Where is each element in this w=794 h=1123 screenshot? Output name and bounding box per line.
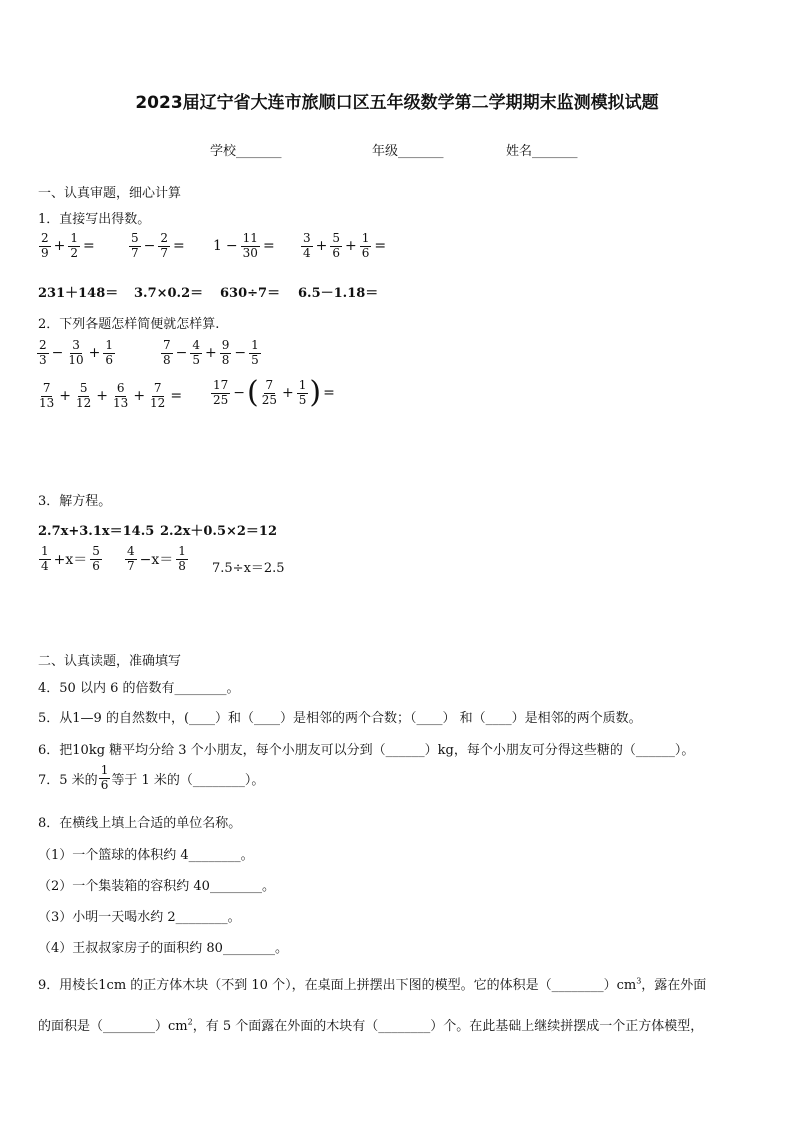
q3-eq-2: 2.2x＋0.5×2＝12 (160, 524, 278, 539)
q1-expr-4: $\frac{3}{4}$ + $\frac{5}{6}$ + $\frac{1}{6}$ = (303, 231, 387, 260)
q8-title: 8．在横线上填上合适的单位名称。 (38, 816, 242, 831)
q1-expr-1: $\frac{2}{9}$ + $\frac{1}{2}$ = (41, 231, 95, 260)
q3-eq-5: 7.5÷x＝2.5 (212, 561, 285, 576)
q1-title: 1．直接写出得数。 (38, 212, 151, 227)
q8-item-2: （2）一个集装箱的容积约 40________。 (38, 879, 275, 894)
q9-line-1: 9．用棱长1cm 的正方体木块（不到 10 个），在桌面上拼摆出下图的模型。它的体积是$(\_\_\_\_\_\_\_\_)cm^3$，露在外面 (38, 976, 707, 993)
q9-line-2: 的面积是$(\_\_\_\_\_\_\_\_)cm^2$，有 5 个面露在外面的木块有（________）个。在此基础上继续拼摆成一个正方体模型， (38, 1017, 704, 1034)
q1-expr-2: $\frac{5}{7}$ − $\frac{2}{7}$ = (131, 231, 185, 260)
q1-calc-4: 6.5－1.18＝ (298, 286, 379, 301)
q4: 4．50 以内 6 的倍数有________。 (38, 681, 240, 696)
section2-heading: 二、认真读题，准确填写 (38, 654, 182, 669)
q3-eq-1: 2.7x+3.1x＝14.5 (38, 524, 155, 539)
q6: 6．把10kg 糖平均分给 3 个小朋友，每个小朋友可以分到（______）kg，每个小朋友可分得这些糖的（______）。 (38, 743, 695, 758)
q8-item-3: （3）小明一天喝水约 2________。 (38, 910, 241, 925)
q1-expr-3: 1 − $\frac{11}{30}$ = (213, 231, 275, 260)
q8-item-4: （4）王叔叔家房子的面积约 80________。 (38, 941, 288, 956)
q2-expr-1: $\frac{2}{3}$ − $\frac{3}{10}$ + $\frac{1}{6}$ (39, 338, 114, 367)
page-title: 2023届辽宁省大连市旅顺口区五年级数学第二学期期末监测模拟试题 (135, 93, 659, 113)
q1-calc-2: 3.7×0.2＝ (134, 286, 204, 301)
q7: 7．5 米的 $\frac{1}{6}$ 等于 1 米的（________）。 (38, 763, 265, 792)
q2-expr-3: $\frac{7}{13}$ + $\frac{5}{12}$ + $\frac{6}{13}$ + $\frac{7}{12}$ = (39, 381, 183, 410)
q8-item-1: （1）一个篮球的体积约 4________。 (38, 848, 254, 863)
q2-title: 2．下列各题怎样简便就怎样算. (38, 317, 220, 332)
school-field[interactable]: 学校_______ (210, 144, 282, 159)
q1-calc-1: 231＋148＝ (38, 286, 119, 301)
q2-expr-2: $\frac{7}{8}$ − $\frac{4}{5}$ + $\frac{9}{8}$ − $\frac{1}{5}$ (163, 338, 259, 367)
q3-eq-3: $\frac{1}{4}$ +x＝ $\frac{5}{6}$ (41, 544, 100, 573)
q3-title: 3．解方程。 (38, 494, 112, 509)
q5: 5．从1—9 的自然数中，(____）和（____）是相邻的两个合数；（____） 和（____）是相邻的两个质数。 (38, 711, 642, 726)
q2-expr-4: $\frac{17}{25}$ −( $\frac{7}{25}$ + $\frac{1}{5}$ ) = (213, 375, 335, 410)
name-field[interactable]: 姓名_______ (506, 144, 578, 159)
q1-calc-3: 630÷7＝ (220, 286, 281, 301)
grade-field[interactable]: 年级_______ (372, 144, 444, 159)
section1-heading: 一、认真审题，细心计算 (38, 186, 182, 201)
q3-eq-4: $\frac{4}{7}$ −x＝ $\frac{1}{8}$ (127, 544, 186, 573)
